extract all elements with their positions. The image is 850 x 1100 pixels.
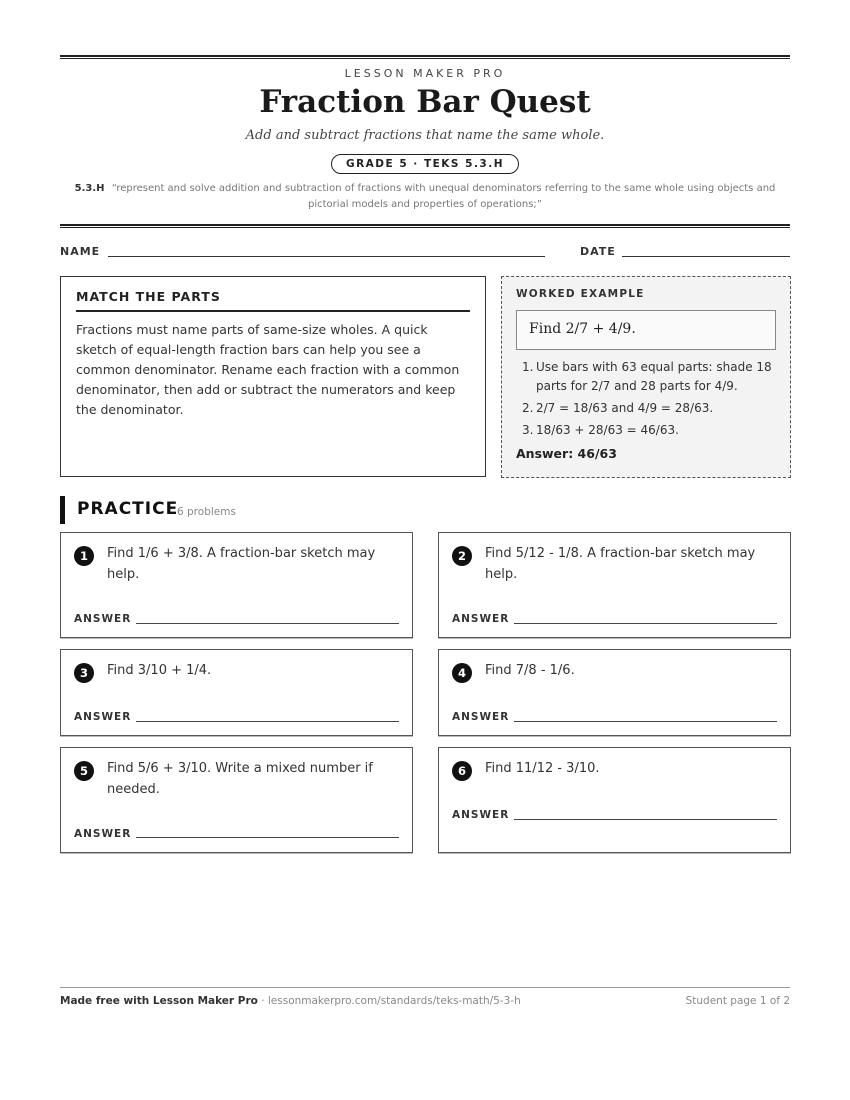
worked-example-answer: Answer: 46/63 [516, 446, 617, 461]
date-label: DATE [580, 245, 616, 258]
footer-credit [60, 995, 521, 1007]
problem-card-2 [438, 532, 791, 638]
practice-accent-bar [60, 496, 65, 524]
answer-line-2[interactable] [514, 623, 777, 624]
problem-card-1 [60, 532, 413, 638]
name-label: NAME [60, 245, 101, 258]
answer-label: ANSWER [74, 711, 132, 723]
problem-card-5 [60, 747, 413, 853]
worksheet-subtitle: Add and subtract fractions that name the same whole. [245, 128, 605, 143]
answer-label: ANSWER [74, 613, 132, 625]
problem-number: 5 [74, 761, 94, 781]
worked-step: 2. 2/7 = 18/63 and 4/9 = 28/63. [522, 401, 714, 415]
answer-line-6[interactable] [514, 819, 777, 820]
brand-name: LESSON MAKER PRO [344, 67, 506, 80]
problem-number: 6 [452, 761, 472, 781]
match-the-parts-box [60, 276, 486, 477]
worked-example-steps [516, 358, 776, 440]
practice-count: 6 problems [177, 506, 236, 518]
date-field[interactable] [622, 256, 790, 257]
match-body-text: Fractions must name parts of same-size wholes. A quick sketch of equal-length fraction bars can help you see a common denominator. Rename each fraction with a common denominator, then add or subtract the numerators and keep the denominator. [76, 322, 460, 417]
worked-example-prompt: Find 2/7 + 4/9. [516, 310, 776, 350]
grade-badge: GRADE 5 · TEKS 5.3.H [331, 154, 519, 174]
worksheet-title: Fraction Bar Quest [259, 84, 591, 120]
problem-text: Find 3/10 + 1/4. [107, 663, 212, 678]
worksheet-page [60, 0, 790, 1100]
worked-example-heading: WORKED EXAMPLE [516, 288, 645, 300]
problem-text: Find 7/8 - 1/6. [485, 663, 575, 678]
problem-text: Find 1/6 + 3/8. A fraction-bar sketch may help. [107, 546, 376, 582]
worked-example-box [501, 276, 791, 478]
answer-label: ANSWER [74, 828, 132, 840]
footer-rule [60, 987, 790, 988]
answer-line-3[interactable] [136, 721, 399, 722]
practice-heading: PRACTICE [77, 499, 179, 519]
problem-number: 2 [452, 546, 472, 566]
standard-statement [60, 181, 790, 213]
standard-code: 5.3.H [74, 183, 105, 194]
problem-card-6 [438, 747, 791, 853]
header-top-rule [60, 55, 790, 59]
problem-text: Find 5/6 + 3/10. Write a mixed number if needed. [107, 761, 373, 797]
answer-label: ANSWER [452, 809, 510, 821]
worked-step: 3. 18/63 + 28/63 = 46/63. [522, 423, 679, 437]
problem-text: Find 11/12 - 3/10. [485, 761, 600, 776]
footer-page-number: Student page 1 of 2 [685, 995, 790, 1007]
problem-number: 1 [74, 546, 94, 566]
answer-label: ANSWER [452, 711, 510, 723]
worked-step: 1. Use bars with 63 equal parts: shade 18 parts for 2/7 and 28 parts for 4/9. [522, 360, 772, 393]
problem-card-4 [438, 649, 791, 736]
name-field[interactable] [108, 256, 545, 257]
problem-card-3 [60, 649, 413, 736]
footer-made-with: Made free with Lesson Maker Pro [60, 995, 258, 1007]
problem-number: 3 [74, 663, 94, 683]
answer-line-4[interactable] [514, 721, 777, 722]
answer-line-1[interactable] [136, 623, 399, 624]
problem-number: 4 [452, 663, 472, 683]
header-bottom-rule [60, 224, 790, 228]
match-heading: MATCH THE PARTS [76, 289, 470, 312]
standard-text: “represent and solve addition and subtraction of fractions with unequal denominators referring to the same whole using objects and pictorial models and properties of operations;” [111, 183, 776, 210]
answer-line-5[interactable] [136, 837, 399, 838]
footer-url[interactable]: · lessonmakerpro.com/standards/teks-math/5-3-h [257, 995, 521, 1007]
problem-text: Find 5/12 - 1/8. A fraction-bar sketch may help. [485, 546, 756, 582]
answer-label: ANSWER [452, 613, 510, 625]
